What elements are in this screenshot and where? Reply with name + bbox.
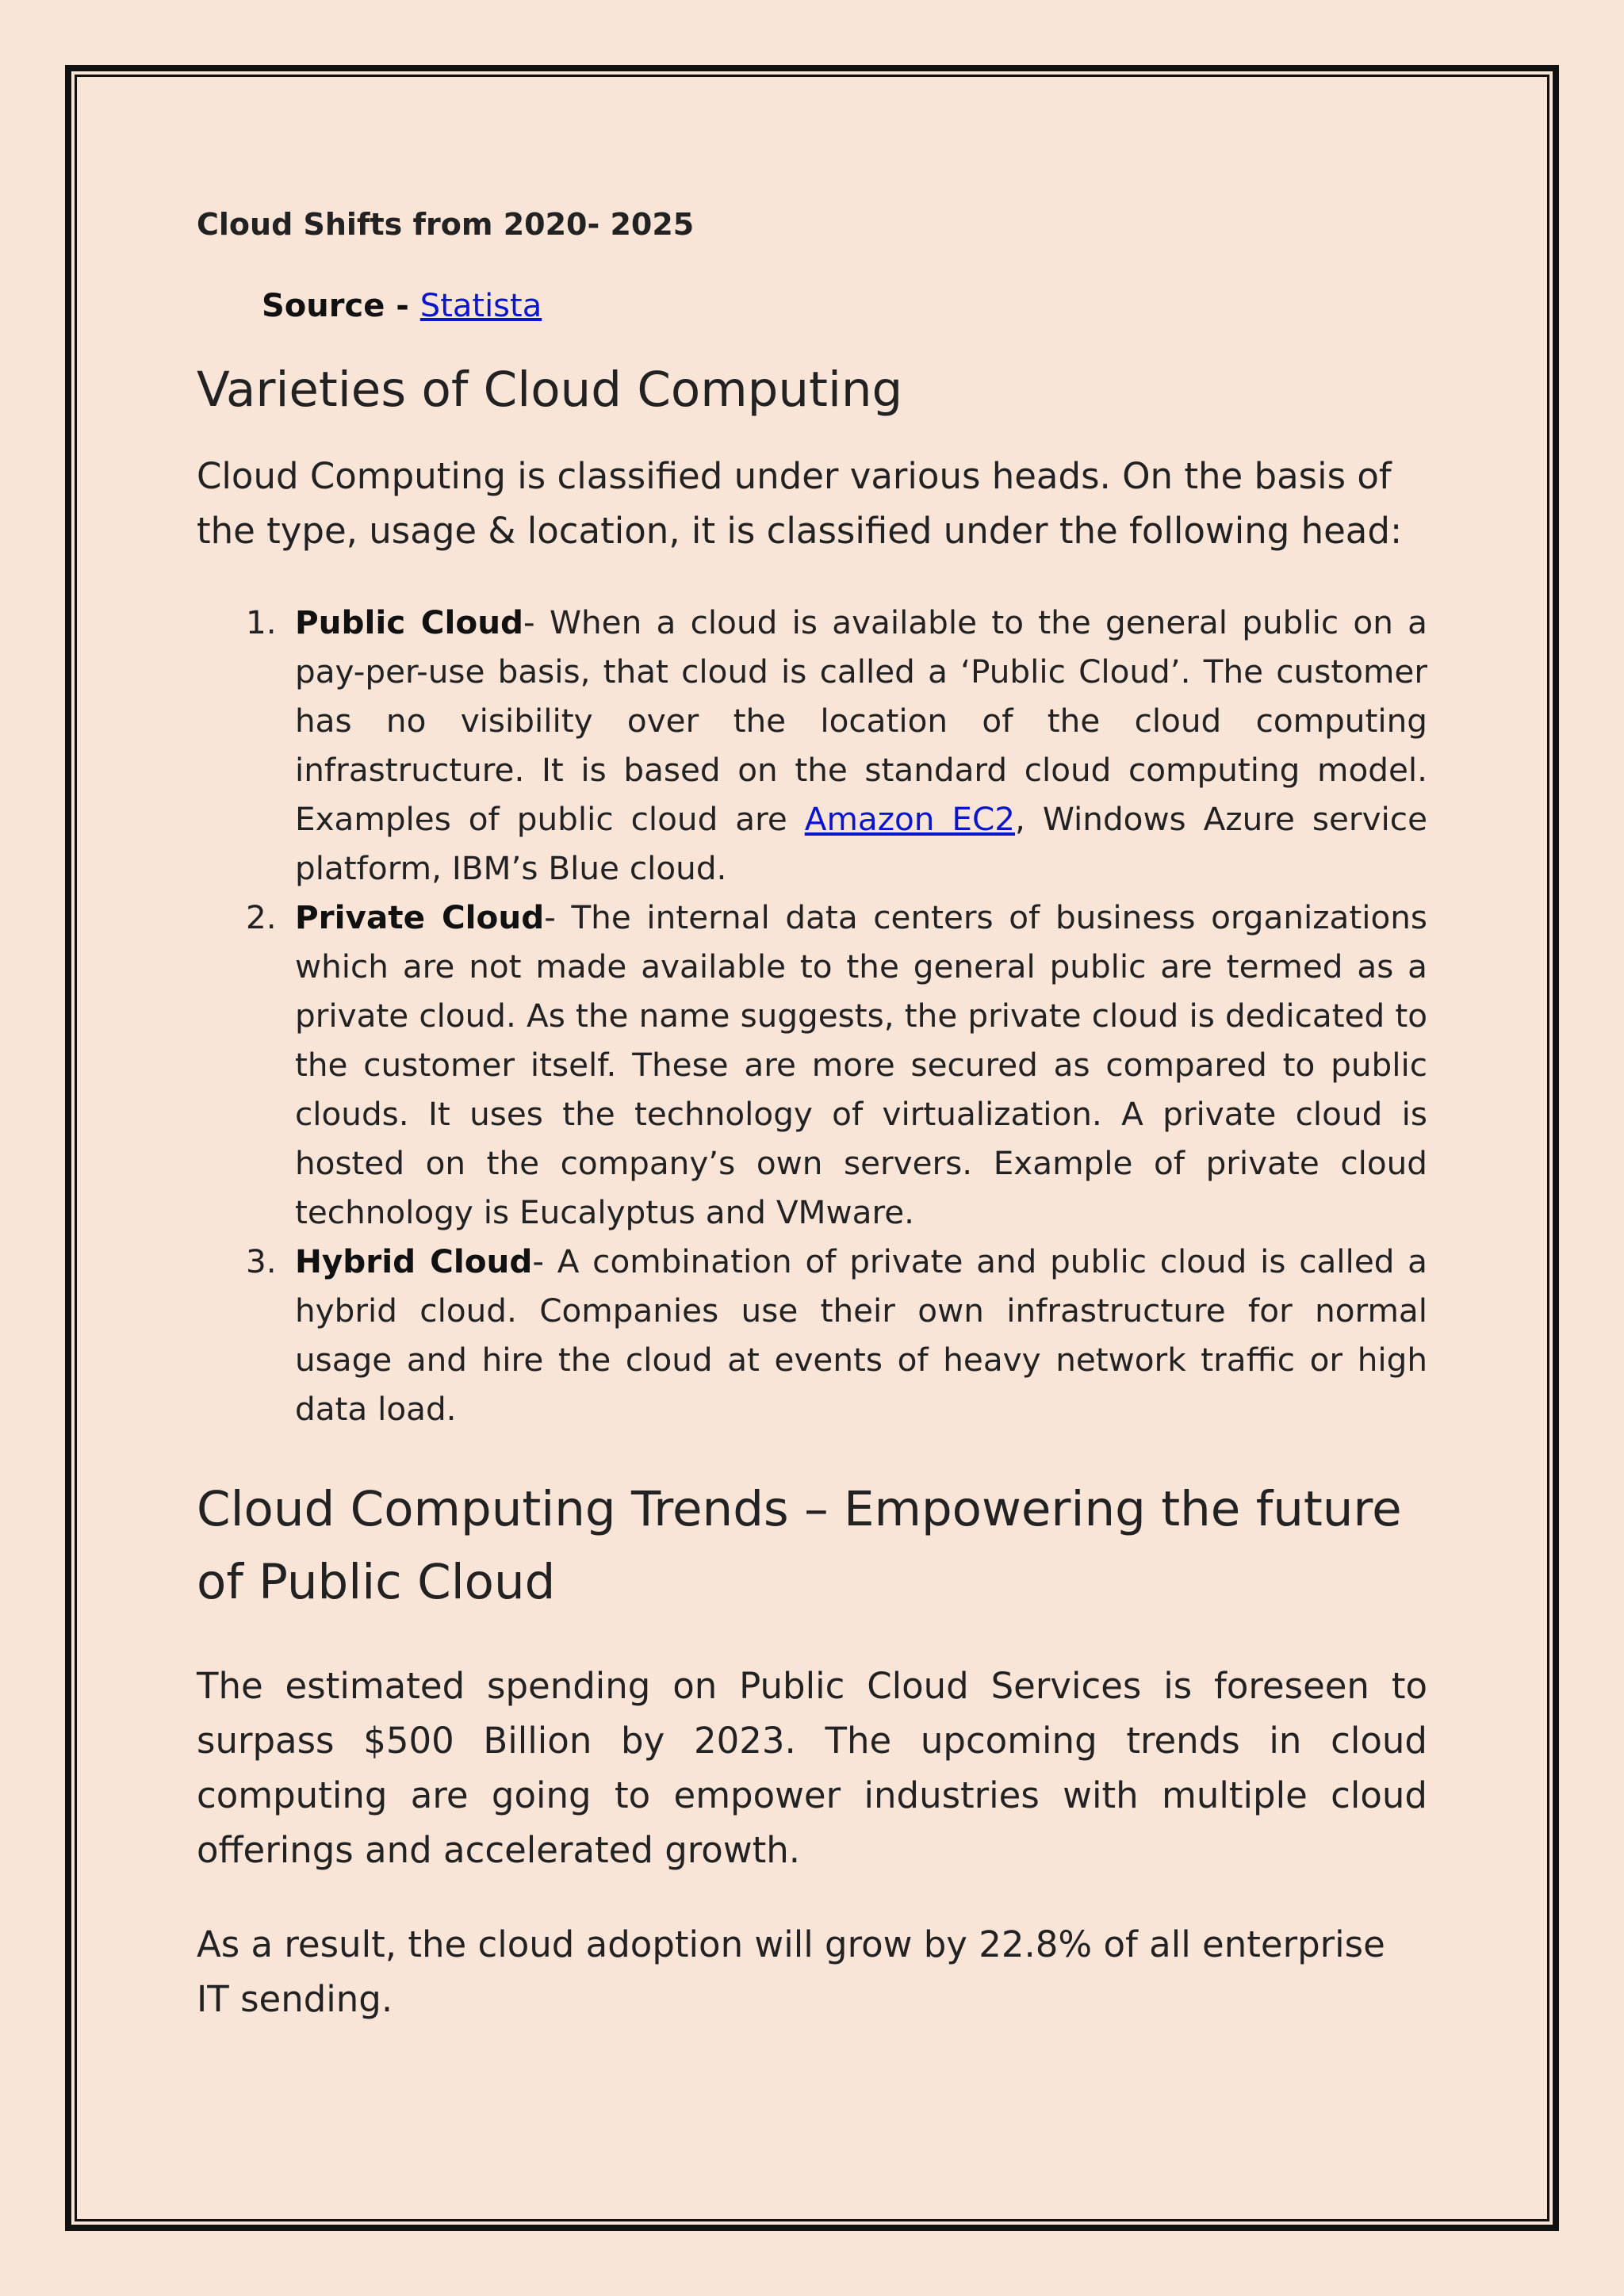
list-item-public-cloud — [197, 598, 1427, 893]
term-private-cloud: Private Cloud — [295, 898, 545, 936]
source-line — [262, 282, 1427, 330]
trends-paragraph-spending: The estimated spending on Public Cloud Services is foreseen to surpass $500 Billion by 2023. The upcoming trends in cloud computing are going to empower industries with multiple cloud offerings and accelerated growth. — [197, 1665, 1427, 1871]
list-number: 3. — [246, 1242, 277, 1280]
list-number: 1. — [246, 603, 277, 641]
section-heading-trends: Cloud Computing Trends – Empowering the future of Public Cloud — [197, 1481, 1402, 1610]
varieties-intro: Cloud Computing is classified under various heads. On the basis of the type, usage & location, it is classified under the following head: — [197, 455, 1403, 552]
figure-caption-title: Cloud Shifts from 2020- 2025 — [197, 207, 695, 242]
public-cloud-description: - When a cloud is available to the general public on a pay-per-use basis, that cloud is called a ‘Public Cloud’. The customer has no visibility over the location of the cloud computing infrastructure. It is based on the standard cloud computing model. Examples of public cloud are — [295, 603, 1427, 838]
cloud-types-list — [197, 598, 1427, 1433]
amazon-ec2-link[interactable]: Amazon EC2 — [804, 800, 1016, 838]
hybrid-cloud-description: - A combination of private and public cloud is called a hybrid cloud. Companies use their own infrastructure for normal usage and hire the cloud at events of heavy network traffic or high data load. — [295, 1242, 1428, 1428]
private-cloud-description: - The internal data centers of business organizations which are not made available to the general public are termed as a private cloud. As the name suggests, the private cloud is dedicated to the customer itself. These are more secured as compared to public clouds. It uses the technology of virtualization. A private cloud is hosted on the company’s own servers. Example of private cloud technology is Eucalyptus and VMware. — [295, 898, 1427, 1231]
term-hybrid-cloud: Hybrid Cloud — [295, 1242, 533, 1280]
list-number: 2. — [246, 898, 277, 936]
source-label: Source - — [262, 288, 420, 324]
list-item-hybrid-cloud — [197, 1237, 1427, 1433]
section-heading-varieties: Varieties of Cloud Computing — [197, 362, 903, 418]
document-content — [197, 197, 1427, 2026]
term-public-cloud: Public Cloud — [295, 603, 524, 641]
list-item-private-cloud — [197, 893, 1427, 1237]
public-cloud-description-end: , Windows Azure service platform, IBM’s Blue cloud. — [295, 800, 1427, 887]
statista-link[interactable]: Statista — [419, 288, 542, 324]
trends-paragraph-adoption: As a result, the cloud adoption will grow by 22.8% of all enterprise IT sending. — [197, 1923, 1385, 2020]
